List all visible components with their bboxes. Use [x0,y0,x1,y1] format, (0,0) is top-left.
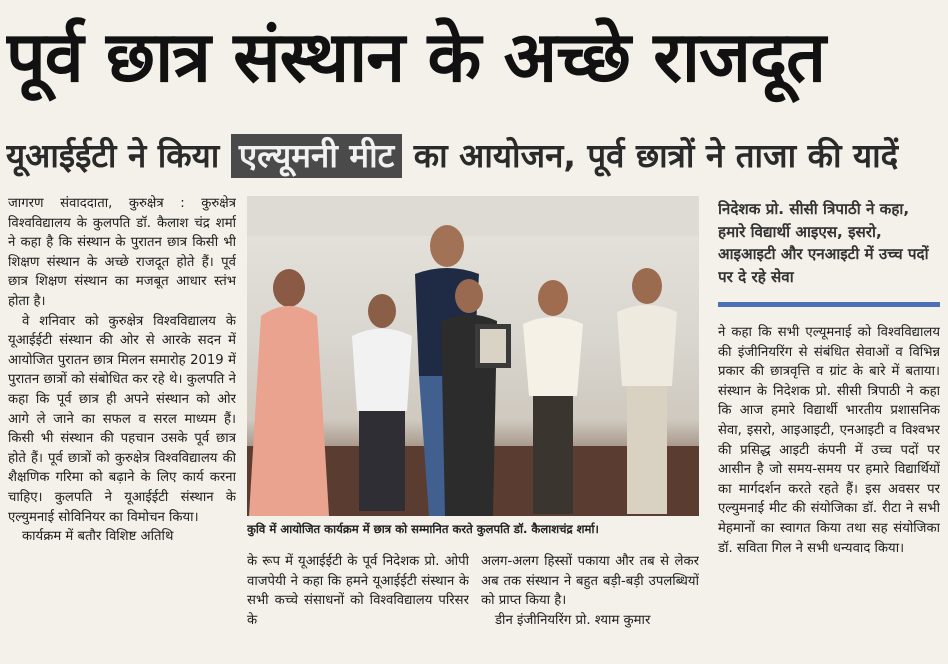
article-column-4 [718,323,940,657]
column1-paragraph-2: वे शनिवार को कुरुक्षेत्र विश्वविद्यालय के यूआईईटी संस्थान की ओर से आरके सदन में आयोजित पुरातन छात्र मिलन समारोह 2019 में पुरातन छात्रों को संबोधित कर रहे थे। कुलपति ने कहा कि पूर्व छात्र ही अपने संस्थान को ओर आगे ले जाने का सफल व सरल माध्यम हैं। किसी भी संस्थान की पहचान उसके पूर्व छात्र होते हैं। पूर्व छात्रों को कुरुक्षेत्र विश्वविद्यालय की शैक्षणिक गरिमा को बढ़ाने के लिए कार्य करना चाहिए। कुलपति ने यूआईईटी संस्थान के एल्युमनाई सोविनियर का विमोचन किया। [8,313,236,525]
pull-quote-rule [718,302,940,307]
photo-caption: कुवि में आयोजित कार्यक्रम में छात्र को सम्मानित करते कुलपति डॉ. कैलाशचंद्र शर्मा। [247,522,599,536]
column1-paragraph-1: जागरण संवाददाता, कुरुक्षेत्र : कुरुक्षेत्र विश्वविद्यालय के कुलपति डॉ. कैलाश चंद्र शर्मा ने कहा है कि संस्थान के पुरातन छात्र किसी भी शिक्षण संस्थान के अच्छे राजदूत होते हैं। पूर्व छात्र शिक्षण संस्थान का मजबूत आधार स्तंभ होता है। [8,196,236,309]
event-photo [247,196,699,516]
article-column-3 [481,552,699,657]
pull-quote: निदेशक प्रो. सीसी त्रिपाठी ने कहा, हमारे विद्यार्थी आइएस, इसरो, आइआइटी और एनआइटी में उच्च पदों पर दे रहे सेवा [718,200,929,286]
column2-paragraph-1: के रूप में यूआईईटी के पूर्व निदेशक प्रो. ओपी वाजपेयी ने कहा कि हमने यूआईईटी संस्थान के सभी कच्चे संसाधनों को विश्वविद्यालय परिसर के [247,554,469,628]
article-column-2 [247,552,469,657]
subheadline-after: का आयोजन, पूर्व छात्रों ने ताजा की यादें [413,136,899,175]
column3-paragraph-1: अलग-अलग हिस्सों पकाया और तब से लेकर अब तक संस्थान ने बहुत बड़ी-बड़ी उपलब्धियों को प्राप्त किया है। [481,554,699,609]
subheadline-boxed: एल्यूमनी मीट [231,134,402,178]
article-column-1 [8,194,236,654]
column1-paragraph-3: कार्यक्रम में बतौर विशिष्ट अतिथि [22,529,174,545]
headline: पूर्व छात्र संस्थान के अच्छे राजदूत [6,16,826,98]
column4-paragraph-1: ने कहा कि सभी एल्यूमनाई को विश्वविद्यालय की इंजीनियरिंग से संबंधित सेवाओं व विभिन्न प्रकार की छात्रवृत्ति व ग्रांट के बारे में बताया। संस्थान के निदेशक प्रो. सीसी त्रिपाठी ने कहा कि आज हमारे विद्यार्थी भारतीय प्रशासनिक सेवा, इसरो, आइआइटी, एनआइटी व विश्वभर की प्रसिद्ध आइटी कंपनी में उच्च पदों पर आसीन है जो समय-समय पर हमारे विद्यार्थियों का मार्गदर्शन करते रहते हैं। इस अवसर पर एल्युमनाई मीट की संयोजिका डॉ. रीटा ने सभी मेहमानों का स्वागत किया तथा सह संयोजिका डॉ. सविता गिल ने सभी धन्यवाद किया। [718,325,940,556]
event-photo-illustration [247,196,699,516]
subheadline [6,128,942,184]
subheadline-before: यूआईईटी ने किया [6,136,220,175]
column3-paragraph-2: डीन इंजीनियरिंग प्रो. श्याम कुमार [495,612,651,628]
